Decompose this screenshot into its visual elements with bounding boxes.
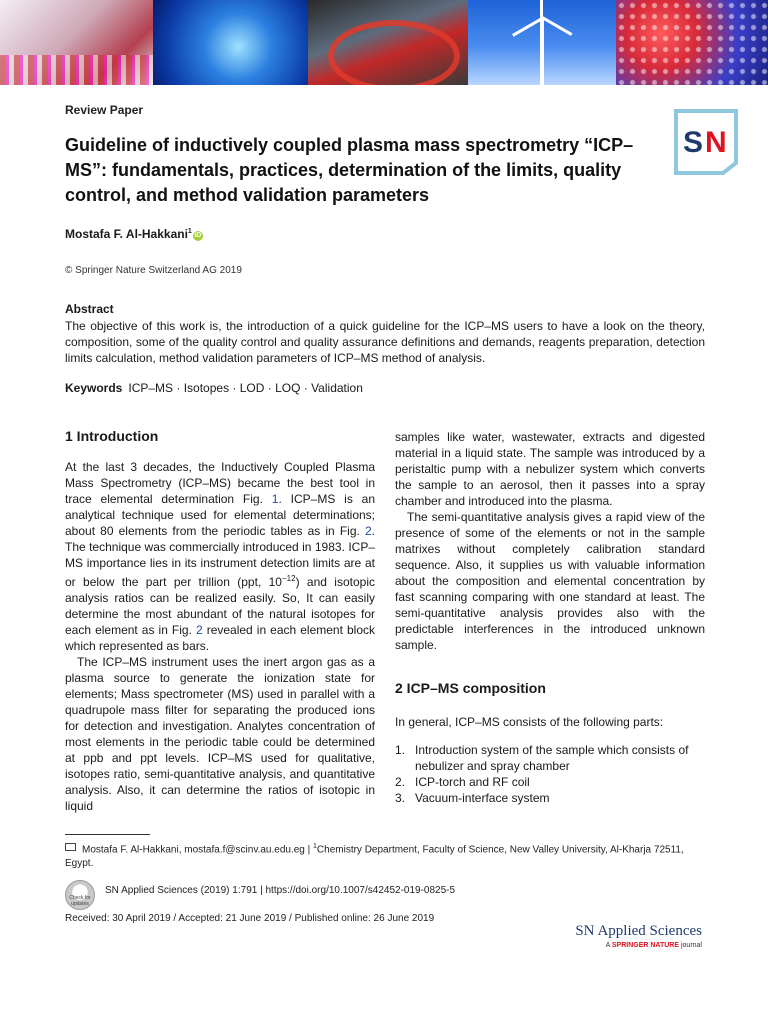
banner-image-molecules: [616, 0, 768, 85]
paper-title: Guideline of inductively coupled plasma mass spectrometry “ICP–MS”: fundamentals, practices, determination of the limits, quality control, and method validation parameters: [65, 135, 634, 205]
section-2-heading: 2 ICP–MS composition: [395, 680, 546, 696]
list-item: 1. Introduction system of the sample which consists of nebulizer and spray chamber: [395, 743, 689, 773]
sn-logo-icon: [673, 108, 739, 176]
footnote-rule: [65, 834, 150, 835]
banner-image-coil: [308, 0, 468, 85]
footnote: Mostafa F. Al-Hakkani, mostafa.f@scinv.au.edu.eg | $^1$Chemistry Department, Faculty of Science, New Valley University, Al-Kharja 72511, Egypt.: [65, 843, 684, 870]
left-column: [65, 428, 375, 814]
author-affiliation-mark: 1: [187, 228, 192, 235]
svg-text:N: N: [705, 126, 727, 159]
intro-paragraph-4: The semi-quantitative analysis gives a rapid view of the presence of some of the elements or not in the sample matrixes without completely calibration standard sequence. Also, it supplies us with valuable information about the composition and elemental concentration by fast scanning comparing with one standard at least. The semi-quantitative analysis provides also with the predictable interferences in the introduced unknown sample.: [395, 510, 705, 652]
fig-2-link[interactable]: 2: [364, 524, 372, 538]
orcid-icon[interactable]: iD: [194, 232, 202, 239]
fig-2-link[interactable]: 2: [195, 623, 203, 637]
section-2-intro: In general, ICP–MS consists of the following parts:: [395, 715, 664, 729]
composition-list: [395, 742, 705, 806]
intro-paragraph-1: At the last 3 decades, the Inductively Coupled Plasma Mass Spectrometry (ICP–MS) became the best tool in trace elemental determination Fig. 1. ICP–MS is an analytical technique used for elemental determinations; about 80 elements from the periodic tables as in Fig. 2. The technique was commercially introduced in 1983. ICP–MS importance lies in its instrument detection limits are at or below the part per trillion (ppt, $10^{-12}$) and isotopic analysis ratios can be realized easily. So, It can easily determine the most abundant of the natural isotopes for each element as in Fig. 2 revealed in each element block which represented as bars.: [65, 460, 376, 653]
list-item: 3. Vacuum-interface system: [395, 791, 550, 805]
abstract-heading: Abstract: [65, 302, 114, 316]
section-1-heading: 1 Introduction: [65, 428, 159, 444]
author-line: [65, 227, 203, 241]
journal-brand: [575, 923, 702, 949]
fig-1-link[interactable]: 1: [271, 492, 279, 506]
envelope-icon: [65, 843, 76, 851]
publication-dates: Received: 30 April 2019 / Accepted: 21 June 2019 / Published online: 26 June 2019: [65, 913, 435, 924]
header-banner: [0, 0, 768, 85]
journal-name: SN Applied Sciences: [575, 923, 702, 939]
journal-publisher: A SPRINGER NATURE journal: [605, 942, 702, 949]
intro-paragraph-2: The ICP–MS instrument uses the inert argon gas as a plasma source to generate the ionization state for elements; Mass spectrometer (MS) used in parallel with a quadrupole mass filter for separating the produced ions for detection and investigation. Analytes concentration of most elements in the periodic table could be determined at ppb and ppt levels. ICP–MS used for qualitative, isotopes ratio, semi-quantitative analysis, and quantitative analysis. Also, it can determine the ratios of isotopic in liquid: [65, 655, 375, 813]
article-type: Review Paper: [65, 103, 144, 117]
citation-line[interactable]: SN Applied Sciences (2019) 1:791 | https://doi.org/10.1007/s42452-019-0825-5: [105, 885, 456, 896]
copyright: © Springer Nature Switzerland AG 2019: [65, 265, 242, 276]
author-email[interactable]: Mostafa F. Al-Hakkani, mostafa.f@scinv.au.edu.eg |: [82, 844, 314, 856]
right-column: [395, 429, 705, 806]
keywords-label: Keywords: [65, 381, 123, 395]
intro-paragraph-3: samples like water, wastewater, extracts and digested material in a liquid state. The sample was introduced by a peristaltic pump with a nebulizer system which converts the sample to an aerosol, then it passes into a spray chamber and introduced into the plasma.: [395, 430, 705, 508]
list-item: 2. ICP-torch and RF coil: [395, 775, 530, 789]
keywords: [65, 381, 363, 395]
banner-image-wind-turbine: [468, 0, 616, 85]
check-for-updates-label: Check for updates: [69, 895, 91, 907]
keywords-list: ICP–MS · Isotopes · LOD · LOQ · Validation: [128, 381, 363, 395]
svg-text:S: S: [683, 126, 704, 159]
abstract-text: The objective of this work is, the introduction of a quick guideline for the ICP–MS users to have a look on the theory, composition, some of the quality control and quality assurance definitions and demands, reagents preparation, detection limits calculation, method validation parameters of ICP–MS method of analysis.: [65, 319, 705, 365]
banner-image-blue-wave: [153, 0, 308, 85]
author-name[interactable]: Mostafa F. Al-Hakkani: [65, 227, 188, 241]
banner-image-lab: [0, 0, 153, 85]
